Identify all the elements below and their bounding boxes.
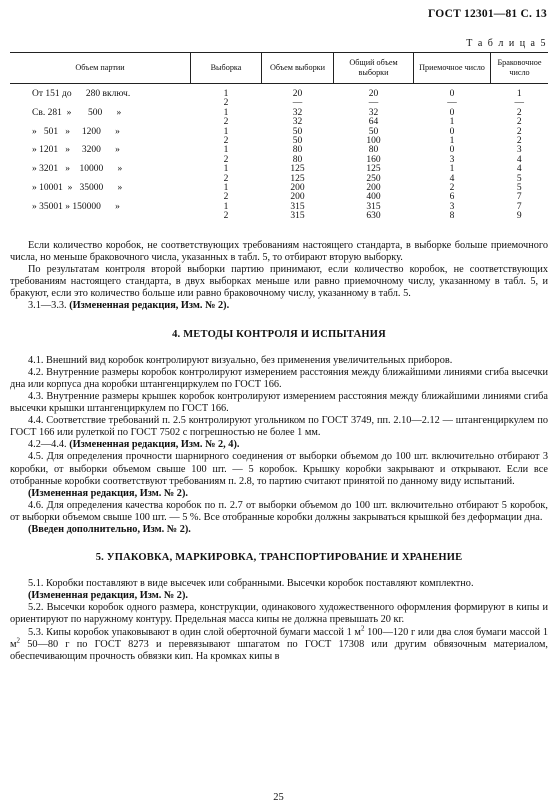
table-cell: 250	[366, 173, 381, 184]
table-cell: 3	[449, 154, 455, 165]
table-cell: 2	[223, 98, 229, 109]
table-cell: —	[447, 98, 457, 109]
col-header-sample-size: Объем выборки	[262, 53, 334, 84]
table-cell: 2	[223, 154, 229, 165]
table-cell: 200	[366, 183, 381, 194]
table-cell: 1	[223, 126, 229, 137]
table-cell: 0	[449, 145, 455, 156]
table-cell: 2	[223, 136, 229, 147]
table-cell: 100	[366, 136, 381, 147]
table-cell: 50	[368, 126, 379, 137]
table-cell: 64	[368, 117, 379, 128]
cell-lot-size: » 501 » 1200 »	[32, 126, 120, 137]
table-cell: 200	[290, 183, 305, 194]
col-header-acceptance: Приемочное число	[414, 53, 491, 84]
cell-lot-size: » 1201 » 3200 »	[32, 145, 120, 156]
table-row	[10, 212, 548, 221]
col-header-rejection: Браковочное число	[491, 53, 549, 84]
table-cell: 2	[516, 117, 522, 128]
table-cell: 1	[223, 89, 229, 99]
table-row	[10, 109, 548, 118]
table-caption: Т а б л и ц а 5	[466, 38, 547, 49]
table-cell: 1	[223, 183, 229, 194]
table-cell: 125	[290, 164, 305, 175]
table-cell: 1	[223, 145, 229, 156]
col-header-sample: Выборка	[191, 53, 262, 84]
table-cell: 2	[516, 126, 522, 137]
table-cell: 50	[292, 136, 303, 147]
table-cell: 4	[449, 173, 455, 184]
body-text	[10, 240, 548, 663]
table-cell: 2	[516, 136, 522, 147]
paragraph: Если количество коробок, не соответствующих требованиям настоящего стандарта, в выборке больше приемочного числа, но меньше браковочного числа, указанных в табл. 5, то отбирают вторую выборку.	[10, 240, 548, 264]
table-cell: 50	[292, 126, 303, 137]
table-cell: 2	[223, 173, 229, 184]
paragraph: 4.2. Внутренние размеры коробок контролируют измерением расстояния между ближайшими линиями сгиба высечки дна или корпуса дна коробки штангенциркулем по ГОСТ 166.	[10, 366, 548, 390]
table-cell: 200	[290, 192, 305, 203]
table-cell: 315	[290, 211, 305, 222]
amendment-note: (Введен дополнительно, Изм. № 2).	[28, 523, 191, 535]
col-header-total-size: Общий объем выборки	[334, 53, 414, 84]
table-cell: 5	[516, 173, 522, 184]
col-header-lot: Объем партии	[10, 53, 191, 84]
paragraph: 4.6. Для определения качества коробок по п. 2.7 от выборки объемом до 100 шт. включительно отбирают 5 коробок, от выборки объемом свыше 100 шт. — 5 %. Все отобранные коробки должны закрываться крышкой без деформации дна.	[10, 499, 548, 523]
table-cell: 0	[449, 107, 455, 118]
page-header: ГОСТ 12301—81 С. 13	[428, 8, 547, 20]
table-cell: 2	[223, 211, 229, 222]
table-cell: 160	[366, 154, 381, 165]
section-heading-5: 5. УПАКОВКА, МАРКИРОВКА, ТРАНСПОРТИРОВАНИЕ И ХРАНЕНИЕ	[95, 552, 463, 564]
table-cell: 7	[516, 201, 522, 212]
paragraph: 5.1. Коробки поставляют в виде высечек или собранными. Высечки коробок поставляют комплектно.	[28, 578, 474, 590]
paragraph: По результатам контроля второй выборки партию принимают, если количество коробок, не соответствующих требованиям настоящего стандарта, в двух выборках меньше или равно приемочному числу, указанному в табл. 5, и бракуют, если это количество больше или равно браковочному числу, указанному в табл. 5.	[10, 264, 548, 300]
paragraph: 4.3. Внутренние размеры крышек коробок контролируют измерением расстояния между ближайшими линиями сгиба высечки крышки штангенциркулем по ГОСТ 166.	[10, 390, 548, 415]
table-cell: 125	[290, 173, 305, 184]
table-cell: 2	[223, 117, 229, 128]
table-cell: 80	[292, 154, 303, 165]
table-cell: 1	[449, 136, 455, 147]
table-cell: 7	[516, 192, 522, 203]
cell-lot-size: От 151 до 280 включ.	[32, 89, 131, 99]
amendment-note: (Измененная редакция, Изм. № 2).	[28, 487, 188, 499]
table-cell: 32	[292, 117, 303, 128]
table-cell: 20	[368, 89, 379, 99]
table-cell: 0	[449, 89, 455, 99]
table-header-row	[10, 53, 548, 84]
paragraph: 5.2. Высечки коробок одного размера, конструкции, одинакового художественного оформления формируют в кипы и ориентируют по наружному контуру. Предельная масса кипы не должна превышать 20 кг.	[10, 602, 548, 626]
cell-lot-size	[10, 212, 191, 221]
paragraph: 4.4. Соответствие требований п. 2.5 контролируют угольником по ГОСТ 3749, пп. 2.10—2.12 — штангенциркулем по ГОСТ 166 или рулеткой по ГОСТ 7502 с погрешностью не более 1 мм.	[10, 415, 548, 439]
table-cell: 4	[516, 164, 522, 175]
table-cell: 80	[368, 145, 379, 156]
table-row	[10, 203, 548, 212]
table-row	[10, 128, 548, 137]
table-cell: —	[368, 98, 379, 109]
table-row	[10, 84, 548, 100]
table-cell: 315	[366, 201, 381, 212]
table-cell: 630	[366, 211, 381, 222]
table-cell: 125	[366, 164, 381, 175]
table-cell: 9	[516, 211, 522, 222]
table-cell: 32	[368, 107, 379, 118]
cell-lot-size: Св. 281 » 500 »	[32, 107, 122, 118]
table-row	[10, 184, 548, 193]
table-cell: 20	[292, 89, 303, 99]
cell-lot-size: » 35001 » 150000 »	[32, 201, 120, 212]
table-cell: —	[292, 98, 303, 109]
cell-lot-size: » 10001 » 35000 »	[32, 183, 123, 194]
table-cell: 315	[290, 201, 305, 212]
table-cell: 5	[516, 183, 522, 194]
table-cell: —	[514, 98, 524, 109]
page-number: 25	[273, 792, 284, 803]
table-cell: 1	[449, 164, 455, 175]
table-cell: 3	[516, 145, 522, 156]
amendment-note: 3.1—3.3. (Измененная редакция, Изм. № 2).	[28, 300, 230, 312]
table-cell: 1	[223, 201, 229, 212]
table-cell: 1	[223, 107, 229, 118]
amendment-note: (Измененная редакция, Изм. № 2).	[28, 590, 188, 602]
cell-lot-size: » 3201 » 10000 »	[32, 164, 123, 175]
paragraph: 4.1. Внешний вид коробок контролируют визуально, без применения увеличительных приборов.	[28, 354, 453, 366]
table-cell: 2	[223, 192, 229, 203]
table-cell: 1	[516, 89, 522, 99]
table-cell: 32	[292, 107, 303, 118]
table-cell: 400	[366, 192, 381, 203]
section-heading-4: 4. МЕТОДЫ КОНТРОЛЯ И ИСПЫТАНИЯ	[172, 328, 386, 340]
table-cell: 0	[449, 126, 455, 137]
table-cell: 1	[449, 117, 455, 128]
table-row	[10, 165, 548, 174]
table-cell: 3	[449, 201, 455, 212]
table-row	[10, 146, 548, 155]
table-cell: 8	[449, 211, 455, 222]
paragraph: 5.3. Кипы коробок упаковывают в один слой оберточной бумаги массой 1 $м^2$ 100—120 г или два слоя бумаги массой 1 $м^2$ 50—80 г по ГОСТ 8273 и перевязывают шпагатом по ГОСТ 17308 или другим обвязочным материалом, обеспечивающим прочность обвязки кип. На кромках кипы в	[10, 624, 549, 662]
table-cell: 6	[449, 192, 455, 203]
paragraph: 4.5. Для определения прочности шарнирного соединения от выборки объемом до 100 шт. включительно отбирают 3 коробки, от выборки объемом свыше 100 шт. — 5 коробок. Крышку коробки закрывают и открывают. Если все отобранные коробки соответствуют требованиям п. 2.8, то партию считают принятой по данному виду испытаний.	[10, 451, 548, 487]
table-5	[10, 52, 548, 222]
table-cell: 1	[223, 164, 229, 175]
table-cell: 2	[516, 107, 522, 118]
table-cell: 80	[292, 145, 303, 156]
table-cell: 2	[449, 183, 455, 194]
amendment-note: 4.2—4.4. (Измененная редакция, Изм. № 2, 4).	[28, 439, 240, 451]
table-cell: 4	[516, 154, 522, 165]
